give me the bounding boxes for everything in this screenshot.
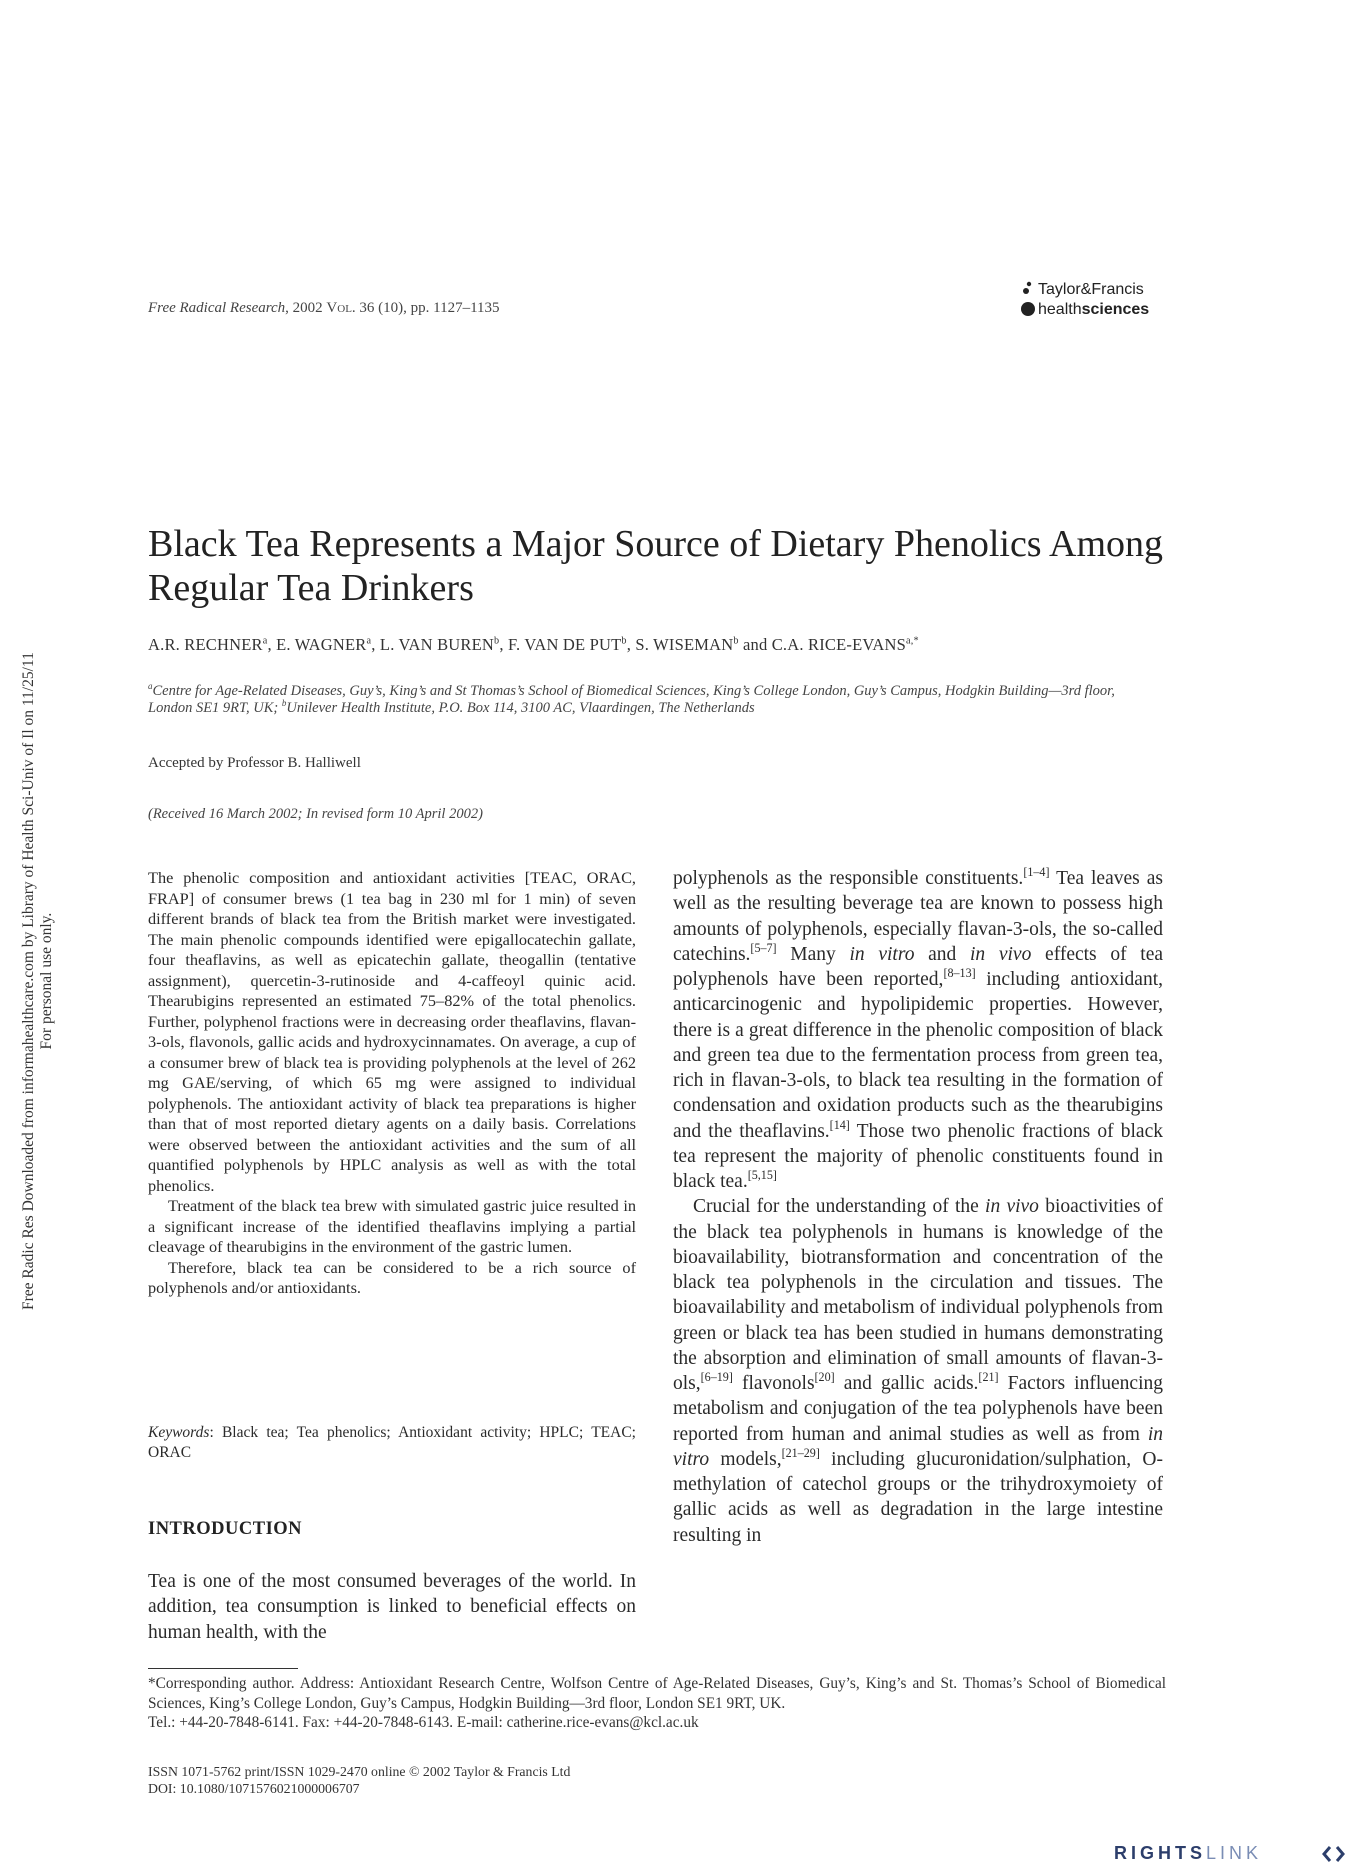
citation: [5,15] xyxy=(747,1168,777,1183)
publisher-name: Taylor&Francis xyxy=(1038,281,1144,298)
citation: [6–19] xyxy=(700,1370,733,1385)
body-paragraph: polyphenols as the responsible constituents.[1–4] Tea leaves as well as the resulting beverage tea are known to possess high amounts of polyphenols, especially flavan-3-ols, the so-called catechins.[5–7] Many in vitro and in vivo effects of tea polyphenols have been reported,[8–13] including antioxidant, anticarcinogenic and hypolipidemic properties. However, there is a great difference in the phenolic composition of black and green tea due to the fermentation process from green tea, rich in flavan-3-ols, to black tea resulting in the formation of condensation and oxidation products such as the thearubigins and the theaflavins.[14] Those two phenolic fractions of black tea represent the majority of phenolic constituents found in black tea.[5,15] xyxy=(673,865,1163,1192)
received-dates: (Received 16 March 2002; In revised form 10 April 2002) xyxy=(148,806,483,822)
publisher-division: healthsciences xyxy=(1038,301,1150,318)
rightslink-part2: LINK xyxy=(1206,1843,1263,1863)
journal-name: Free Radical Research xyxy=(148,300,286,316)
citation: [20] xyxy=(814,1370,835,1385)
journal-pages: 36 (10), pp. 1127–1135 xyxy=(355,300,500,316)
download-notice-line2: For personal use only. xyxy=(38,912,55,1050)
accepted-by: Accepted by Professor B. Halliwell xyxy=(148,755,361,771)
corresponding-author-footnote xyxy=(148,1674,1166,1733)
footnote-contact: Tel.: +44-20-7848-6141. Fax: +44-20-7848-6143. E-mail: catherine.rice-evans@kcl.ac.uk xyxy=(148,1714,699,1731)
body-right-column xyxy=(673,866,1163,1548)
footnote-address: *Corresponding author. Address: Antioxidant Research Centre, Wolfson Centre of Age-Related Diseases, Guy’s, King’s and St. Thomas’s School of Biomedical Sciences, King’s College London, Guy’s Campus, Hodgkin Building—3rd floor, London SE1 9RT, UK. xyxy=(148,1675,1166,1712)
abstract-paragraph: Treatment of the black tea brew with simulated gastric juice resulted in a significant increase of the identified theaflavins implying a partial cleavage of thearubigins in the environment of the gastric lumen. xyxy=(148,1196,636,1256)
rightslink-arrows-icon xyxy=(1322,1844,1346,1864)
doi-line: DOI: 10.1080/1071576021000006707 xyxy=(148,1781,360,1796)
citation: [14] xyxy=(829,1117,850,1132)
abstract-paragraph: The phenolic composition and antioxidant activities [TEAC, ORAC, FRAP] of consumer brews (1 tea bag in 230 ml for 1 min) of seven different brands of black tea from the British market were investigated. The main phenolic compounds identified were epigallocatechin gallate, four theaflavins, as well as epicatechin gallate, theogallin (tentative assignment), quercetin-3-rutinoside and 4-caffeoyl quinic acid. Thearubigins represented an estimated 75–82% of the total phenolics. Further, polyphenol fractions were in decreasing order theaflavins, flavan-3-ols, flavonols, gallic acids and hydroxycinnamates. On average, a cup of a consumer brew of black tea is providing polyphenols at the level of 262 mg GAE/serving, of which 65 mg were assigned to individual polyphenols. The antioxidant activity of black tea preparations is higher than that of most reported dietary agents on a daily basis. Correlations were observed between the antioxidant activities and the sum of all quantified polyphenols by HPLC analysis as well as with the total phenolics. xyxy=(148,868,636,1195)
citation: [1–4] xyxy=(1023,865,1050,880)
citation: [21–29] xyxy=(781,1445,820,1460)
citation: [21] xyxy=(978,1370,999,1385)
affiliations: $^a$Centre for Age-Related Diseases, Guy’s, King’s and St Thomas’s School of Biomedical Sciences, King’s College London, Guy’s Campus, Hodgkin Building—3rd floor, London SE1 9RT, UK; $^b$Unilever Health Institute, P.O. Box 114, 3100 AC, Vlaardingen, The Netherlands xyxy=(148,681,1115,716)
issn-doi xyxy=(148,1763,570,1797)
author-list: A.R. RECHNER$^a$, E. WAGNER$^a$, L. VAN BUREN$^b$, F. VAN DE PUT$^b$, S. WISEMAN$^b$ and C.A. RICE-$EVANS^{a,*}$ xyxy=(148,635,919,654)
section-heading-introduction: INTRODUCTION xyxy=(148,1519,303,1539)
body-paragraph: Crucial for the understanding of the in vivo bioactivities of the black tea polyphenols in humans is knowledge of the bioavailability, biotransformation and concentration of the black tea polyphenols in the circulation and tissues. The bioavailability and metabolism of individual polyphenols from green or black tea has been studied in humans demonstrating the absorption and elimination of small amounts of flavan-3-ols,[6–19] flavonols[20] and gallic acids.[21] Factors influencing metabolism and conjugation of the tea polyphenols have been reported from human and animal studies as well as from in vitro models,[21–29] including glucuronidation/sulphation, O-methylation of catechol groups or the trihydroxymoiety of gallic acids as well as degradation in the large intestine resulting in xyxy=(673,1196,1163,1546)
rightslink-logo xyxy=(1114,1843,1354,1869)
abstract xyxy=(148,868,636,1299)
issn-line: ISSN 1071-5762 print/ISSN 1029-2470 online © 2002 Taylor & Francis Ltd xyxy=(148,1764,571,1779)
abstract-paragraph: Therefore, black tea can be considered to be a rich source of polyphenols and/or antioxidants. xyxy=(148,1257,636,1297)
keywords: Keywords: Black tea; Tea phenolics; Antioxidant activity; HPLC; TEAC; ORAC xyxy=(148,1424,636,1461)
journal-vol-label: Vol. xyxy=(326,300,356,316)
journal-citation xyxy=(148,300,500,317)
publisher-dots-icon xyxy=(1018,281,1036,321)
publisher-logo xyxy=(1018,281,1168,321)
intro-paragraph: Tea is one of the most consumed beverages of the world. In addition, tea consumption is linked to beneficial effects on human health, with the xyxy=(148,1571,636,1643)
rightslink-part1: RIGHTS xyxy=(1114,1843,1207,1863)
download-notice xyxy=(0,0,55,1873)
citation: [8–13] xyxy=(943,966,976,981)
journal-year: , 2002 xyxy=(285,300,327,316)
citation: [5–7] xyxy=(750,940,777,955)
download-notice-line1: Free Radic Res Downloaded from informahealthcare.com by Library of Health Sci-Univ of Il on 11/25/11 xyxy=(20,652,37,1310)
footnote-rule xyxy=(148,1668,298,1669)
article-title: Black Tea Represents a Major Source of Dietary Phenolics Among Regular Tea Drinkers xyxy=(148,523,1163,609)
